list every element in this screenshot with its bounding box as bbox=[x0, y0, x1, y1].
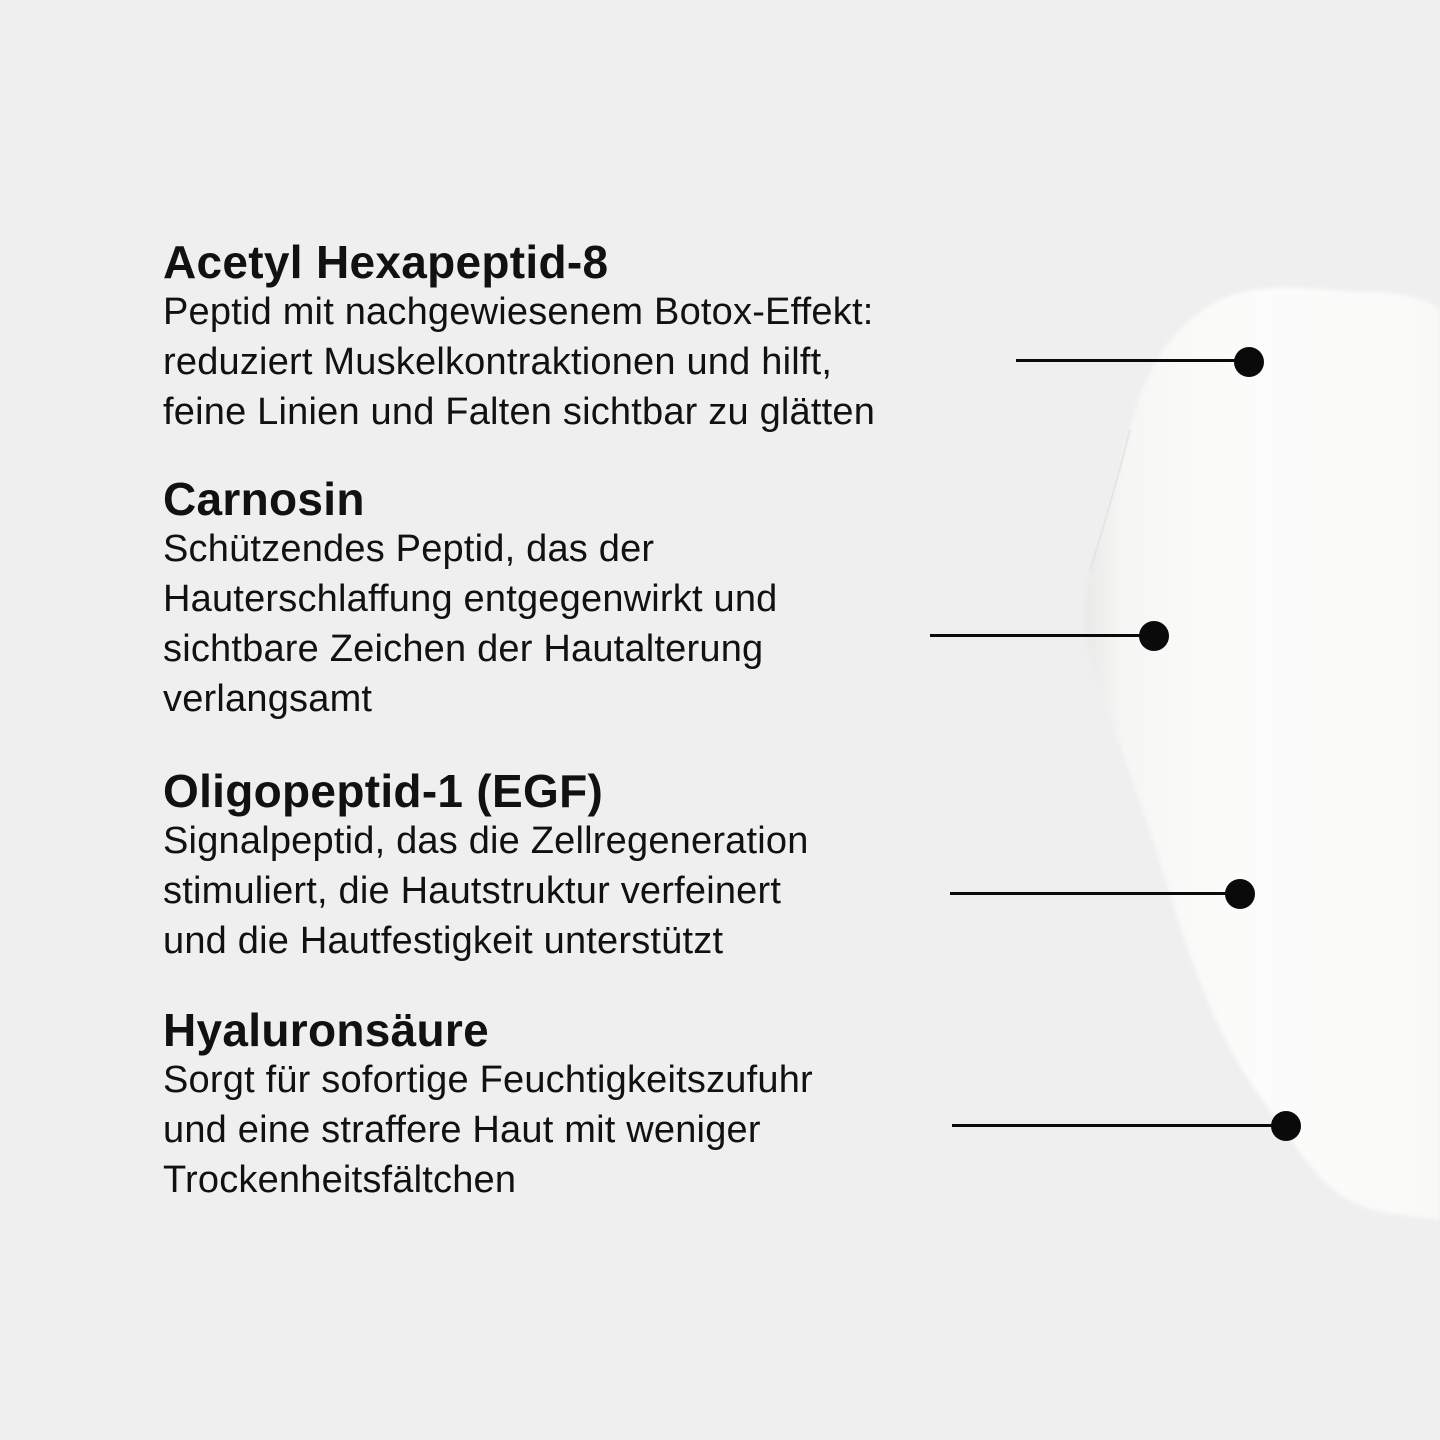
ingredient-title: Carnosin bbox=[163, 473, 365, 525]
ingredient-description-line: verlangsamt bbox=[163, 678, 373, 720]
ingredient-description-line: Trockenheitsfältchen bbox=[163, 1159, 517, 1201]
ingredient-description-line: feine Linien und Falten sichtbar zu glätten bbox=[163, 391, 876, 433]
connector-dot bbox=[1271, 1111, 1301, 1141]
ingredient-description-line: Schützendes Peptid, das der bbox=[163, 528, 655, 570]
ingredient-description-line: reduziert Muskelkontraktionen und hilft, bbox=[163, 341, 833, 383]
ingredient-description-line: Sorgt für sofortige Feuchtigkeitszufuhr bbox=[163, 1059, 813, 1101]
ingredient-title: Oligopeptid-1 (EGF) bbox=[163, 765, 604, 817]
ingredient-block bbox=[163, 766, 1043, 966]
connector-line bbox=[950, 892, 1240, 895]
ingredient-description-line: Hauterschlaffung entgegenwirkt und bbox=[163, 578, 778, 620]
ingredient-description-line: stimuliert, die Hautstruktur verfeinert bbox=[163, 870, 782, 912]
ingredient-description-line: Signalpeptid, das die Zellregeneration bbox=[163, 820, 809, 862]
connector-line bbox=[1016, 359, 1248, 362]
ingredient-description-line: und eine straffere Haut mit weniger bbox=[163, 1109, 761, 1151]
ingredient-description-line: und die Hautfestigkeit unterstützt bbox=[163, 920, 724, 962]
ingredient-title: Acetyl Hexapeptid-8 bbox=[163, 236, 609, 288]
ingredient-title: Hyaluronsäure bbox=[163, 1004, 490, 1056]
ingredient-block bbox=[163, 237, 1043, 437]
connector-dot bbox=[1225, 879, 1255, 909]
connector-line bbox=[952, 1124, 1286, 1127]
cream-swatch-image bbox=[1060, 270, 1440, 1240]
ingredient-description-line: sichtbare Zeichen der Hautalterung bbox=[163, 628, 764, 670]
ingredient-block bbox=[163, 1005, 1043, 1205]
connector-line bbox=[930, 634, 1154, 637]
connector-dot bbox=[1139, 621, 1169, 651]
connector-dot bbox=[1234, 347, 1264, 377]
ingredient-description-line: Peptid mit nachgewiesenem Botox-Effekt: bbox=[163, 291, 874, 333]
ingredient-block bbox=[163, 474, 1043, 724]
